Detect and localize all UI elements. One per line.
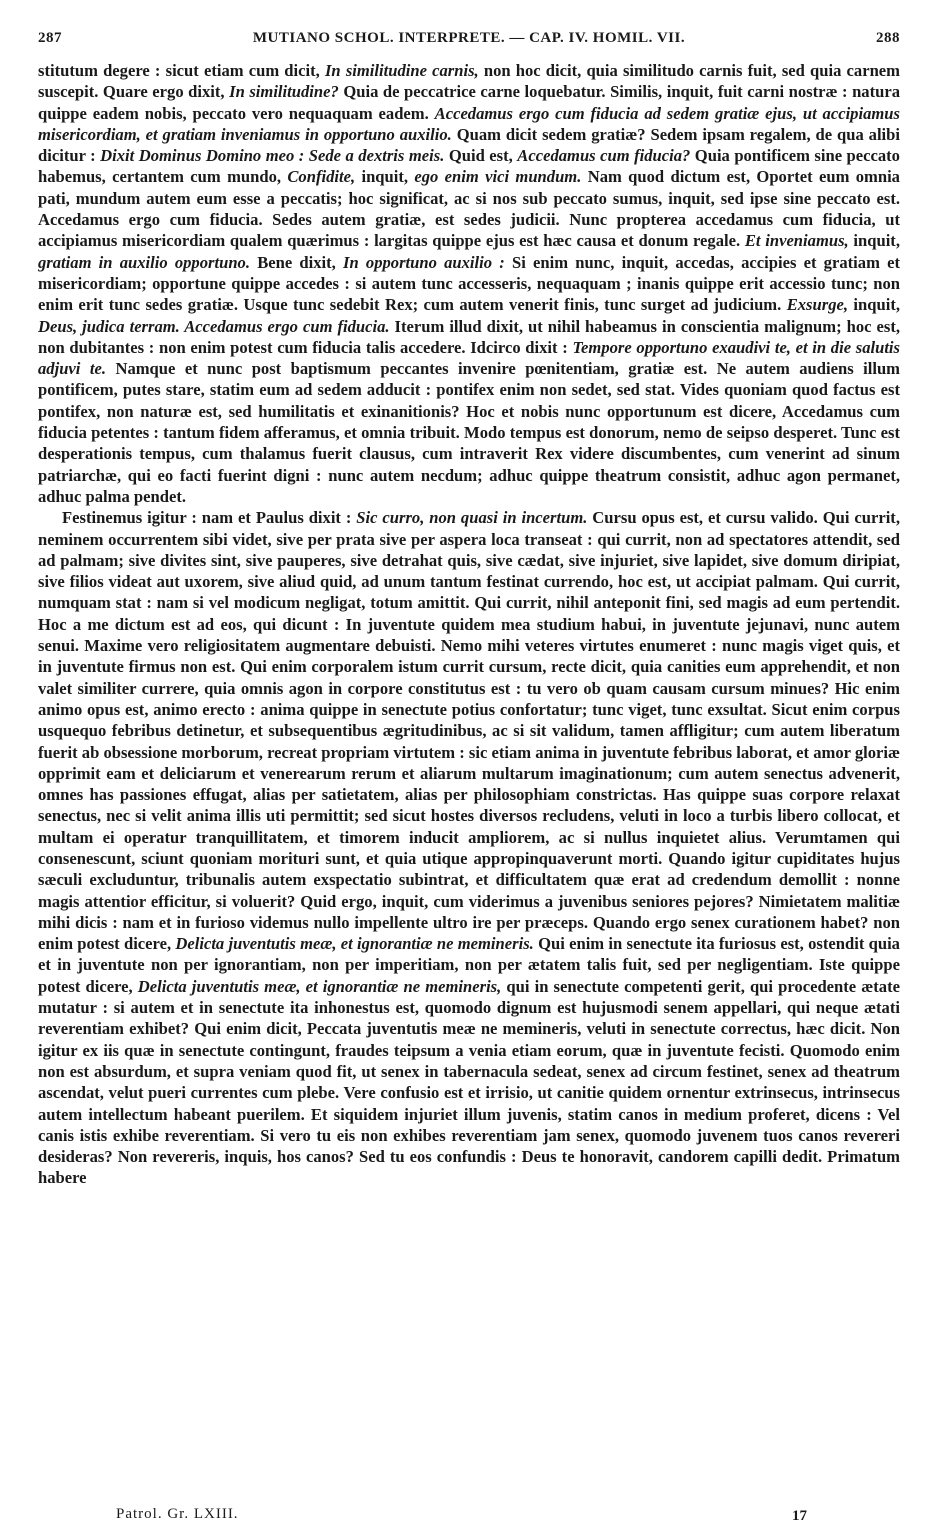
text-run: Namque et nunc post baptismum peccantes invenire pœnitentiam, gratiæ est. Ne autem audiens illum pontificem, putes stare, statim eum ad sedem adducit : pontifex enim non sedet, sed stat. Vides quoniam quod factus est pontifex, non naturæ est, sed humilitatis et exinanitionis? Hoc et nobis nunc opportunum est dicere, Accedamus cum fiducia petentes : tantum fidem afferamus, et omnia tribuit. Modo tempus est donorum, nemo de seipso desperet. Tunc est desperationis tempus, cum thalamus fuerit clausus, cum intraverit Rex videre discumbentes, cum venerint ad sinum patriarchæ, qui eo facti fuerint digni : nunc autem necdum; adhuc quippe theatrum consistit, adhuc agon permanet, adhuc palma pendet. (38, 359, 900, 506)
text-run: Nam quod dictum est, Oportet eum omnia pati, mundum autem eum esse a peccatis; hoc significat, ac si nos sub peccato sumus, inquit, sed ipse sine peccato est. Accedamus ergo cum fiducia. Sedes autem gratiæ, est sedes judicii. Nunc propterea accedamus cum fiducia, ut accipiamus misericordiam qualem quærimus : largitas quippe ejus est hæc causa et donum regale. (38, 167, 900, 251)
body-text (38, 60, 900, 1500)
italic-quotation: Deus, judica terram. Accedamus ergo cum fiducia. (38, 316, 390, 336)
text-run: non hoc dicit, quia similitudo carnis fuit, sed quia carnem suscepit. Quare ergo dixit, (38, 61, 900, 102)
text-run: Iterum illud dixit, ut nihil habeamus in conscientia malignum; hoc est, non dubitantes : non enim potest cum fiducia talis accedere. Idcirco dixit : (38, 316, 900, 357)
footer-signature: Patrol. Gr. LXIII. (116, 1506, 239, 1522)
text-run: Si enim nunc, inquit, accedas, accipies et gratiam et misericordiam; opportune quippe accedes : si autem tunc accesseris, nequaquam ; inanis quippe erit accessio tunc; non enim erit tunc sedes gratiæ. Usque tunc sedebit Rex; cum autem venerit finis, tunc surget ad judicium. (38, 252, 900, 315)
text-run: stitutum degere : sicut etiam cum dicit, (38, 61, 325, 80)
text-run: inquit, (848, 295, 900, 315)
text-run: inquit, (355, 167, 415, 187)
italic-quotation: In similitudine? (229, 82, 339, 102)
italic-quotation: Accedamus ergo cum fiducia ad sedem gratiæ ejus, ut accipiamus misericordiam, et gratiam inveniamus in opportuno auxilio. (38, 103, 900, 144)
sheet-number: 17 (792, 1508, 807, 1524)
running-title: MUTIANO SCHOL. INTERPRETE. — CAP. IV. HOMIL. VII. (252, 30, 686, 46)
italic-quotation: Et inveniamus, (744, 231, 849, 251)
italic-quotation: In opportuno auxilio : (343, 252, 505, 272)
italic-quotation: Confidite, (287, 167, 356, 187)
italic-quotation: Dixit Dominus Domino meo : Sede a dextris meis. (100, 146, 445, 166)
italic-quotation: Exsurge, (786, 295, 849, 315)
page-number-left: 287 (38, 30, 62, 46)
text-run: Bene dixit, (250, 252, 344, 272)
text-run: qui in senectute competenti gerit, qui procedente ætate mutatur : si autem et in senectute ita inhonestus est, quomodo dignum est hujusmodi senem appellari, qui neque ætati reverentiam exhibet? Qui enim dicit, Peccata juventutis meæ ne memineris, veluti in senectute correctus, hæc dicit. Non igitur ex iis quæ in senectute contingunt, fraudes teipsum a venia etiam eorum, quæ in juventute fecisti. Quomodo enim non est absurdum, et supra veniam quod fit, ut senex in tabernacula sedeat, senex ad circum festinet, senex ad theatrum ascendat, velut pueri currentes cum plebe. Vere confusio est et irrisio, ut canitie quidem ornentur extrinsecus, intrinsecus autem intellectum habeant puerilem. Et siquidem injuriet illum juvenis, statim canos in medium proferet, dicens : Vel canis istis exhibe reverentiam. Si vero tu eis non exhibes reverentiam jam senex, quomodo juvenem tuos canos revereri desideras? Non revereris, inquis, hos canos? Sed tu eos confundis : Deus te honoravit, candorem capilli dedit. Primatum habere (38, 976, 900, 1188)
text-run: Qui enim in senectute ita furiosus est, ostendit quia et in juventute non per ignorantiam, non per imperitiam, non per ætatem talis fuit, sed per negligentiam. Iste quippe potest dicere, (38, 934, 900, 996)
text-run: Quam dicit sedem gratiæ? Sedem ipsam regalem, de qua alibi dicitur : (38, 124, 900, 166)
italic-quotation: gratiam in auxilio opportuno. (38, 252, 250, 272)
italic-quotation: Tempore opportuno exaudivi te, et in die salutis adjuvi te. (38, 337, 900, 379)
italic-quotation: Sic curro, non quasi in incertum. (356, 508, 588, 528)
italic-quotation: In similitudine carnis, (324, 61, 479, 80)
italic-quotation: Accedamus cum fiducia? (517, 146, 691, 166)
paragraph-1 (38, 60, 900, 507)
italic-quotation: Delicta juventutis meæ, et ignorantiæ ne memineris, (137, 976, 502, 996)
text-run: Quia pontificem sine peccato habemus, certantem cum mundo, (38, 146, 900, 187)
document-page (38, 0, 900, 1540)
italic-quotation: Delicta juventutis meæ, et ignorantiæ ne memineris. (175, 934, 534, 954)
running-header (38, 30, 900, 54)
text-run: Quia de peccatrice carne loquebatur. Similis, inquit, fuit carni nostræ : natura quippe eadem nobis, peccato vero nequaquam eadem. (38, 82, 900, 123)
page-footer (38, 1506, 900, 1530)
text-run: Quid est, (444, 146, 518, 166)
italic-quotation: ego enim vici mundum. (414, 167, 582, 187)
text-run: inquit, (848, 231, 900, 251)
text-run: Cursu opus est, et cursu valido. Qui currit, neminem occurrentem sibi videt, sive per prata sive per aspera loca transeat : qui currit, non ad spectatores attendit, sed ad palmam; sive divites sint, sive pauperes, sive detrahat quis, sive cædat, sive injuriet, sive lapidet, sive domum diripiat, sive filios videat aut uxorem, sive aliud quid, ad unum tantum festinat currendo, hoc est, ut accipiat palmam. Qui currit, numquam stat : nam si vel modicum negligat, totum amittit. Qui currit, nihil anteponit fini, sed magis ad eum pertendit. Hoc a me dictum est ad eos, qui dicunt : In juventute quidem mea studium habui, in juventute jejunavi, nunc autem senui. Maxime vero religiositatem augmentare debuisti. Nemo mihi veteres virtutes enumeret : nunc magis viget quis, et in juventute firmus non est. Qui enim corporalem istum currit cursum, recte dicit, quia canities eum apprehendit, et non valet similiter currere, quia omnis agon in corpore constitutus est : tu vero ob quam causam cursum minues? Hic enim animo opus est, animo erecto : anima quippe in senectute potius confortatur; tunc viget, tunc exsultat. Sicut enim corpus usquequo febribus detinetur, et subsequentibus ægritudinibus, ac si sit validum, tamen affligitur; cum autem liberatum fuerit ab obsessione morborum, recreat propriam virtutem : sic etiam anima in juventute febribus laborat, et amor gloriæ opprimit eam et deliciarum et venerearum rerum et aliarum multarum imaginationum; cum autem senectus advenerit, omnes has passiones effugat, alias per satietatem, alias per philosophiam constrictas. Has quippe suas corpore relaxat senectus, nec si velit anima illis uti permittit; sed sicut hostes diversos recludens, veluti in loco a turbis libero collocat, et multam ei operatur tranquillitatem, et timorem inducit ampliorem, ac si nullus inquietet alius. Verumtamen qui consenescunt, sciunt quoniam morituri sunt, et quia utique appropinquaverunt morti. Quando igitur cupiditates hujus sæculi excluduntur, tribunalis autem exspectatio subintrat, et difficultatem quæ erat ad credendum demollit : nonne magis attentior efficitur, si voluerit? Quid ergo, inquit, cum viderimus a juvenibus seniores pejores? Nimietatem malitiæ mihi dicis : nam et in furioso videmus nullo impellente ultro ire per præceps. Quando ergo senex curationem habet? non enim potest dicere, (38, 508, 900, 954)
page-number-right: 288 (876, 30, 900, 46)
paragraph-2 (38, 507, 900, 1189)
text-run: Festinemus igitur : nam et Paulus dixit : (62, 508, 357, 528)
